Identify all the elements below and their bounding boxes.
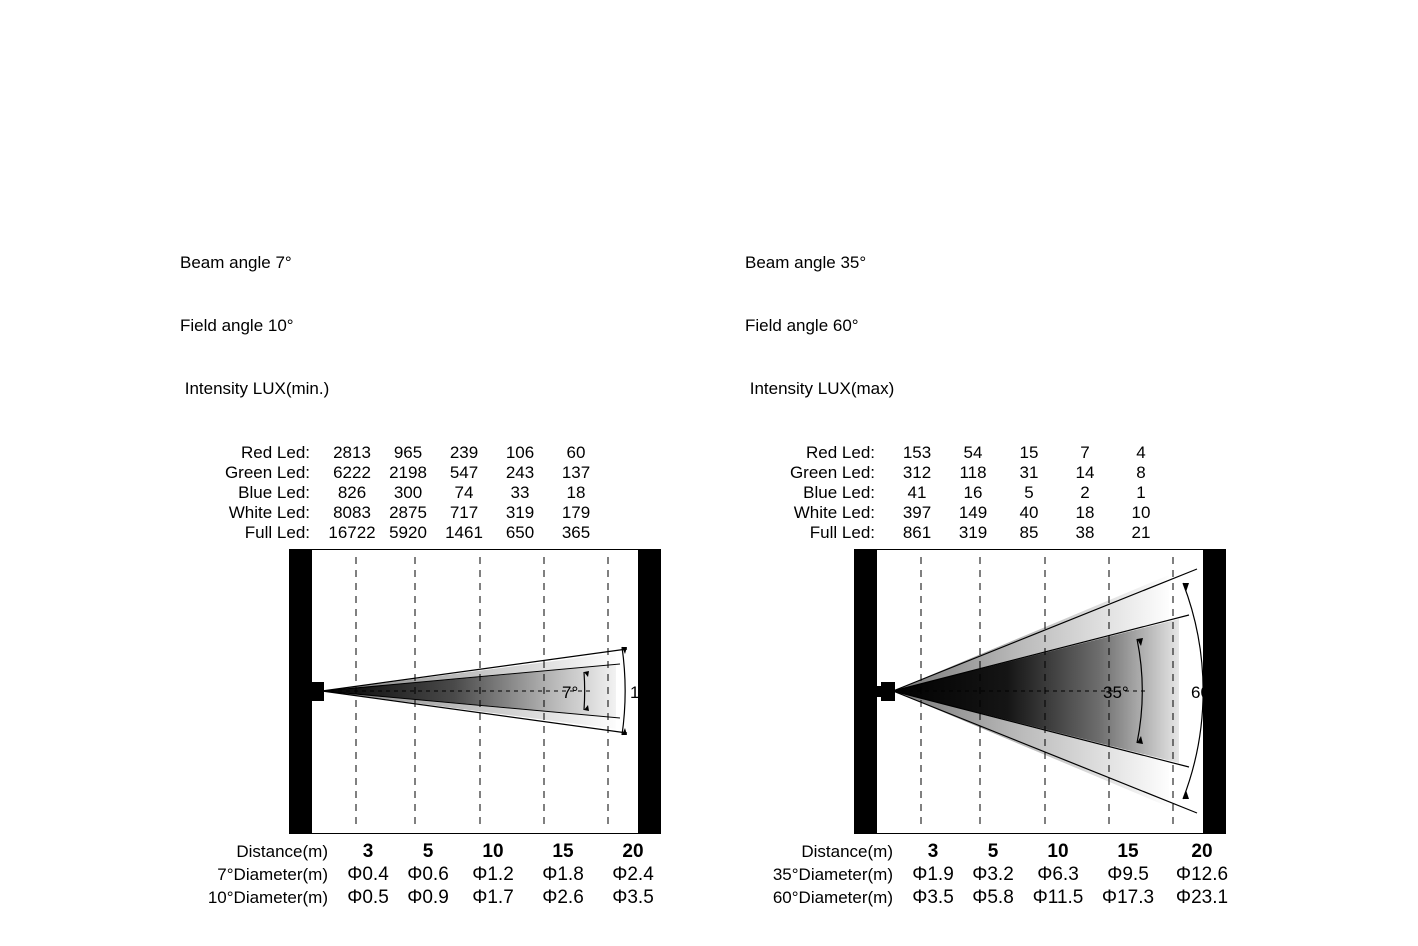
lux-table-narrow bbox=[180, 443, 604, 543]
lux-cell: 965 bbox=[393, 443, 423, 462]
lux-row-label: Red Led: bbox=[241, 443, 310, 462]
lux-cell: 74 bbox=[454, 483, 474, 502]
lux-cell: 826 bbox=[337, 483, 367, 502]
table-row bbox=[745, 463, 1169, 483]
outer-angle-label: 10° bbox=[630, 683, 656, 702]
distance-cell: 10 bbox=[1047, 841, 1069, 862]
diameter-cell: Φ17.3 bbox=[1101, 887, 1155, 908]
lux-cell: 54 bbox=[963, 443, 983, 462]
lux-cell: 243 bbox=[505, 463, 535, 482]
diameter-cell: Φ0.5 bbox=[347, 887, 389, 908]
lux-cell: 319 bbox=[505, 503, 535, 522]
distance-cell: 15 bbox=[1117, 841, 1139, 862]
diameter-cell: Φ0.9 bbox=[407, 887, 449, 908]
lux-cell: 149 bbox=[958, 503, 988, 522]
diameter-cell: Φ0.6 bbox=[407, 864, 449, 885]
diameter-row-label: 60°Diameter(m) bbox=[772, 888, 893, 907]
diameter-cell: Φ3.5 bbox=[912, 887, 954, 908]
lux-cell: 2813 bbox=[333, 443, 371, 462]
panel-header-wide bbox=[745, 210, 1365, 441]
lux-cell: 18 bbox=[566, 483, 586, 502]
diameter-cell: Φ11.5 bbox=[1032, 887, 1084, 908]
diameter-cell: Φ2.6 bbox=[542, 887, 584, 908]
diameter-cell: Φ23.1 bbox=[1175, 887, 1229, 908]
lux-row-label: Full Led: bbox=[244, 523, 310, 542]
inner-angle-label: 7° bbox=[562, 683, 579, 702]
distance-cell: 3 bbox=[362, 841, 374, 862]
table-row bbox=[745, 840, 1241, 863]
lux-cell: 397 bbox=[902, 503, 932, 522]
lux-cell: 40 bbox=[1019, 503, 1039, 522]
field-angle-label: Field angle 10° bbox=[180, 316, 294, 335]
diameter-cell: Φ3.5 bbox=[612, 887, 654, 908]
lux-cell: 18 bbox=[1075, 503, 1095, 522]
diameter-cell: Φ1.9 bbox=[912, 864, 954, 885]
lux-row-label: White Led: bbox=[793, 503, 875, 522]
table-row bbox=[180, 463, 604, 483]
diameter-cell: Φ3.2 bbox=[972, 864, 1014, 885]
lux-cell: 14 bbox=[1075, 463, 1095, 482]
outer-angle-label: 60° bbox=[1191, 683, 1217, 702]
diameter-cell: Φ9.5 bbox=[1107, 864, 1149, 885]
lux-cell: 8083 bbox=[333, 503, 371, 522]
lux-cell: 1461 bbox=[445, 523, 483, 542]
lux-cell: 239 bbox=[449, 443, 479, 462]
beam-panel-narrow bbox=[180, 210, 800, 908]
diameter-cell: Φ1.7 bbox=[472, 887, 514, 908]
table-row bbox=[745, 503, 1169, 523]
lux-cell: 300 bbox=[393, 483, 423, 502]
diameter-cell: Φ12.6 bbox=[1175, 864, 1229, 885]
distance-cell: 10 bbox=[482, 841, 504, 862]
distance-cell: 3 bbox=[927, 841, 939, 862]
field-angle-label: Field angle 60° bbox=[745, 316, 859, 335]
lux-cell: 8 bbox=[1136, 463, 1146, 482]
table-row bbox=[745, 483, 1169, 503]
table-row bbox=[180, 863, 668, 886]
lux-cell: 16722 bbox=[328, 523, 376, 542]
lux-row-label: Blue Led: bbox=[238, 483, 310, 502]
diameter-row-label: 35°Diameter(m) bbox=[772, 865, 893, 884]
lux-cell: 41 bbox=[907, 483, 927, 502]
diameter-row-label: 10°Diameter(m) bbox=[207, 888, 328, 907]
table-row bbox=[745, 443, 1169, 463]
lux-cell: 547 bbox=[449, 463, 479, 482]
table-row bbox=[745, 886, 1241, 909]
lux-row-label: Green Led: bbox=[789, 463, 875, 482]
lux-cell: 650 bbox=[505, 523, 535, 542]
distance-row-label: Distance(m) bbox=[801, 842, 893, 861]
lux-cell: 153 bbox=[902, 443, 932, 462]
beam-diagram-wide bbox=[745, 549, 1365, 834]
table-row bbox=[180, 443, 604, 463]
lux-row-label: Blue Led: bbox=[803, 483, 875, 502]
diameter-cell: Φ6.3 bbox=[1037, 864, 1079, 885]
lux-row-label: Red Led: bbox=[806, 443, 875, 462]
lux-cell: 7 bbox=[1080, 443, 1090, 462]
intensity-label: Intensity LUX(max) bbox=[745, 379, 895, 398]
distance-table-wide bbox=[745, 840, 1241, 909]
table-row bbox=[180, 840, 668, 863]
lux-cell: 60 bbox=[566, 443, 586, 462]
lux-cell: 16 bbox=[963, 483, 983, 502]
lux-cell: 118 bbox=[959, 463, 987, 482]
diameter-cell: Φ0.4 bbox=[347, 864, 389, 885]
distance-cell: 5 bbox=[422, 841, 434, 862]
lux-row-label: Green Led: bbox=[224, 463, 310, 482]
diameter-row-label: 7°Diameter(m) bbox=[217, 865, 328, 884]
beam-angle-label: Beam angle 7° bbox=[180, 253, 292, 272]
distance-row-label: Distance(m) bbox=[236, 842, 328, 861]
intensity-label: Intensity LUX(min.) bbox=[180, 379, 330, 398]
distance-cell: 20 bbox=[622, 841, 644, 862]
lux-cell: 2875 bbox=[389, 503, 427, 522]
lux-cell: 4 bbox=[1136, 443, 1146, 462]
lux-cell: 106 bbox=[505, 443, 535, 462]
diameter-cell: Φ1.2 bbox=[472, 864, 514, 885]
lux-row-label: White Led: bbox=[228, 503, 310, 522]
table-row bbox=[180, 523, 604, 543]
lux-cell: 319 bbox=[958, 523, 988, 542]
beam-diagram-narrow bbox=[180, 549, 800, 834]
lux-cell: 717 bbox=[449, 503, 479, 522]
table-row bbox=[180, 886, 668, 909]
table-row bbox=[180, 483, 604, 503]
lux-cell: 312 bbox=[902, 463, 932, 482]
table-row bbox=[745, 523, 1169, 543]
lux-cell: 85 bbox=[1019, 523, 1039, 542]
lux-cell: 38 bbox=[1075, 523, 1095, 542]
distance-cell: 20 bbox=[1191, 841, 1213, 862]
lux-row-label: Full Led: bbox=[809, 523, 875, 542]
distance-cell: 15 bbox=[552, 841, 574, 862]
lux-cell: 10 bbox=[1131, 503, 1151, 522]
table-row bbox=[745, 863, 1241, 886]
lux-cell: 861 bbox=[902, 523, 932, 542]
beam-panel-wide bbox=[745, 210, 1365, 908]
lux-cell: 33 bbox=[510, 483, 530, 502]
beam-angle-label: Beam angle 35° bbox=[745, 253, 867, 272]
distance-cell: 5 bbox=[987, 841, 999, 862]
lux-cell: 365 bbox=[561, 523, 591, 542]
diameter-cell: Φ2.4 bbox=[612, 864, 654, 885]
lux-cell: 2 bbox=[1080, 483, 1090, 502]
lux-cell: 1 bbox=[1136, 483, 1146, 502]
lux-table-wide bbox=[745, 443, 1169, 543]
distance-table-narrow bbox=[180, 840, 668, 909]
lux-cell: 179 bbox=[561, 503, 591, 522]
lux-cell: 137 bbox=[561, 463, 591, 482]
lux-cell: 15 bbox=[1019, 443, 1039, 462]
diameter-cell: Φ1.8 bbox=[542, 864, 584, 885]
lux-cell: 31 bbox=[1019, 463, 1039, 482]
diameter-cell: Φ5.8 bbox=[972, 887, 1014, 908]
panel-header-narrow bbox=[180, 210, 800, 441]
lux-cell: 2198 bbox=[389, 463, 427, 482]
lux-cell: 5 bbox=[1024, 483, 1034, 502]
lux-cell: 6222 bbox=[333, 463, 371, 482]
table-row bbox=[180, 503, 604, 523]
lux-cell: 5920 bbox=[389, 523, 427, 542]
lux-cell: 21 bbox=[1131, 523, 1151, 542]
inner-angle-label: 35° bbox=[1103, 683, 1129, 702]
